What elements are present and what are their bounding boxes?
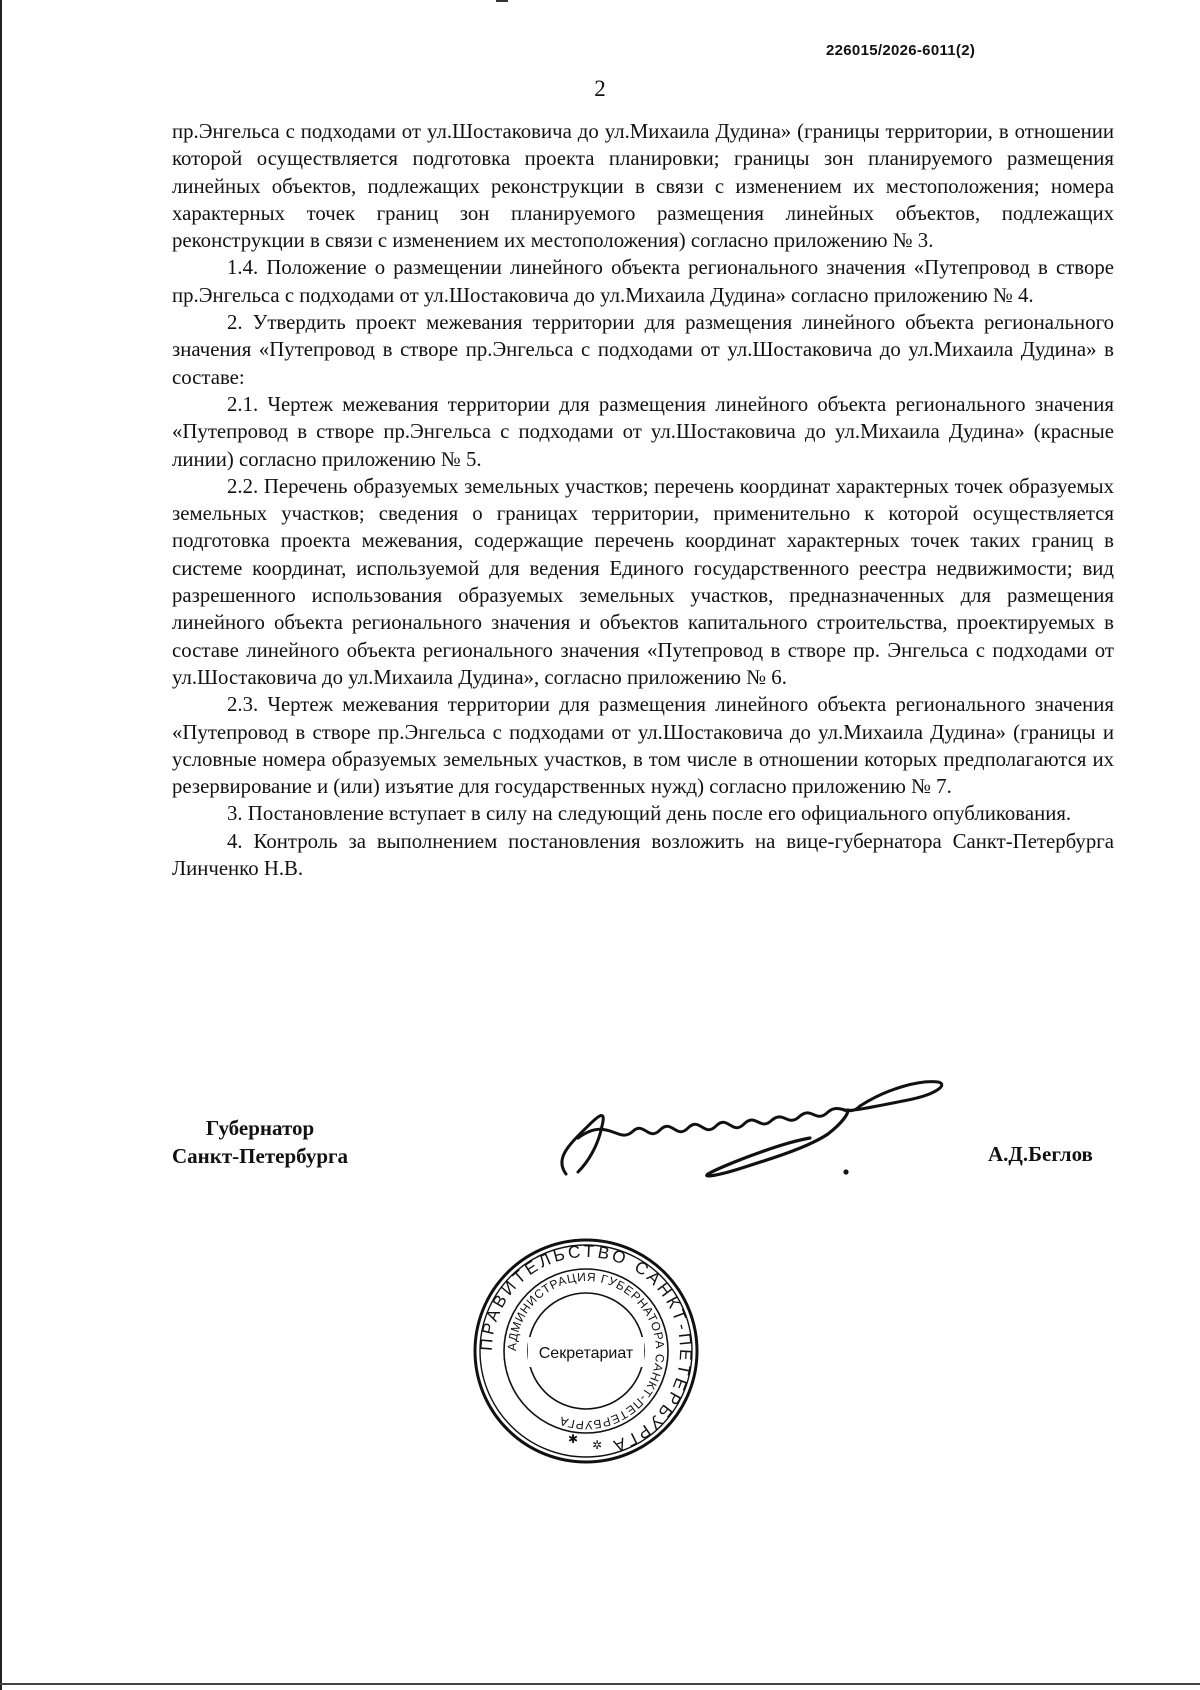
stamp-outer-text: ПРАВИТЕЛЬСТВО САНКТ-ПЕТЕРБУРГА (476, 1241, 696, 1457)
official-stamp (472, 1237, 700, 1465)
signatory-title-line2: Санкт-Петербурга (172, 1144, 349, 1168)
document-body (172, 118, 1114, 882)
paragraph-4: 4. Контроль за выполнением постановления возложить на вице-губернатора Санкт-Петербурга Линченко Н.В. (172, 829, 1114, 881)
stamp-star-icon: ✱ (568, 1432, 579, 1446)
paragraph-2-1: 2.1. Чертеж межевания территории для размещения линейного объекта регионального значения «Путепровод в створе пр.Энгельса с подходами от ул.Шостаковича до ул.Михаила Дудина» (красные линии) согласно приложению № 5. (172, 392, 1114, 471)
signatory-title-line1: Губернатор (205, 1116, 315, 1140)
page-number: 2 (594, 76, 606, 101)
stamp-center-text: Секретариат (538, 1345, 634, 1362)
paragraph-1-4: 1.4. Положение о размещении линейного объекта регионального значения «Путепровод в створе пр.Энгельса с подходами от ул.Шостаковича до ул.Михаила Дудина» согласно приложению № 4. (172, 256, 1114, 307)
signatory-title (172, 1114, 348, 1170)
paragraph-continuation: пр.Энгельса с подходами от ул.Шостаковича до ул.Михаила Дудина» (границы территории, в отношении которой осуществляется подготовка проекта планировки; границы зон планируемого размещения линейных объектов, подлежащих реконструкции в связи с изменением их местоположения; номера характерных точек границ зон планируемого размещения линейных объектов, подлежащих реконструкции в связи с изменением их местоположения) согласно приложению № 3. (172, 120, 1114, 253)
paragraph-3: 3. Постановление вступает в силу на следующий день после его официального опубликования. (227, 802, 1072, 826)
paragraph-2: 2. Утвердить проект межевания территории для размещения линейного объекта регионального значения «Путепровод в створе пр.Энгельса с подходами от ул.Шостаковича до ул.Михаила Дудина» в составе: (172, 311, 1114, 389)
paragraph-2-2: 2.2. Перечень образуемых земельных участков; перечень координат характерных точек образуемых земельных участков; сведения о границах территории, применительно к которой осуществляется подготовка проекта межевания, содержащие перечень координат характерных точек таких границ в системе координат, используемой для ведения Единого государственного реестра недвижимости; вид разрешенного использования образуемых земельных участков, предназначенных для размещения линейного объекта регионального значения и объектов капитального строительства, проектируемых в составе линейного объекта регионального значения «Путепровод в створе пр. Энгельса с подходами от ул.Шостаковича до ул.Михаила Дудина», согласно приложению № 6. (172, 474, 1114, 689)
signatory-name: А.Д.Беглов (988, 1142, 1093, 1166)
stamp-inner-text: АДМИНИСТРАЦИЯ ГУБЕРНАТОРА САНКТ-ПЕТЕРБУРГА (504, 1269, 668, 1433)
scan-edge-left (0, 0, 2, 1690)
stamp-star-icon: ✲ (592, 1438, 603, 1452)
scan-edge-top (496, 0, 508, 2)
scan-edge-bottom (0, 1683, 1200, 1685)
registration-number: 226015/2026-6011(2) (826, 42, 976, 59)
handwritten-signature (548, 1066, 948, 1186)
paragraph-2-3: 2.3. Чертеж межевания территории для размещения линейного объекта регионального значения «Путепровод в створе пр.Энгельса с подходами от ул.Шостаковича до ул.Михаила Дудина» (границы и условные номера образуемых земельных участков, в том числе в отношении которых предполагаются их резервирование и (или) изъятие для государственных нужд) согласно приложению № 7. (172, 693, 1114, 799)
